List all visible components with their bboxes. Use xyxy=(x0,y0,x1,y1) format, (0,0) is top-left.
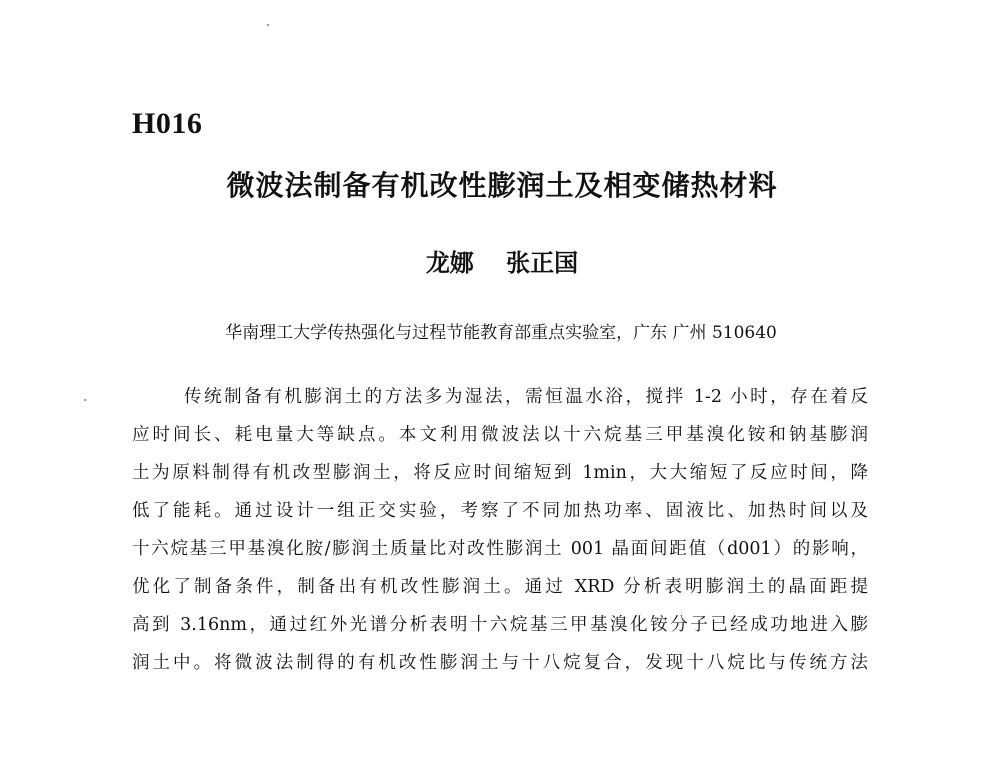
author-list xyxy=(0,245,1000,281)
abstract-line: 土为原料制得有机改型膨润土，将反应时间缩短到 1min，大大缩短了反应时间，降 xyxy=(132,463,868,483)
abstract-line: 十六烷基三甲基溴化胺/膨润土质量比对改性膨润土 001 晶面间距值（d001）的影响， xyxy=(132,539,868,559)
paper-id: H016 xyxy=(132,107,203,140)
abstract-body xyxy=(132,378,868,682)
author-name: 张正国 xyxy=(506,249,579,277)
paper-title: 微波法制备有机改性膨润土及相变储热材料 xyxy=(226,169,778,202)
abstract-line: 低了能耗。通过设计一组正交实验，考察了不同加热功率、固液比、加热时间以及 xyxy=(132,501,868,521)
affiliation: 华南理工大学传热强化与过程节能教育部重点实验室，广东 广州 510640 xyxy=(225,323,777,343)
scan-speck xyxy=(84,399,86,401)
author-name: 龙娜 xyxy=(425,249,474,277)
abstract-line: 高到 3.16nm，通过红外光谱分析表明十六烷基三甲基溴化铵分子已经成功地进入膨 xyxy=(132,615,868,635)
abstract-line: 应时间长、耗电量大等缺点。本文利用微波法以十六烷基三甲基溴化铵和钠基膨润 xyxy=(132,425,868,445)
abstract-line: 传统制备有机膨润土的方法多为湿法，需恒温水浴，搅拌 1-2 小时，存在着反 xyxy=(184,387,868,407)
abstract-line: 润土中。将微波法制得的有机改性膨润土与十八烷复合，发现十八烷比与传统方法 xyxy=(132,653,868,673)
abstract-line: 优化了制备条件，制备出有机改性膨润土。通过 XRD 分析表明膨润土的晶面距提 xyxy=(132,577,868,597)
scan-speck xyxy=(267,24,269,26)
